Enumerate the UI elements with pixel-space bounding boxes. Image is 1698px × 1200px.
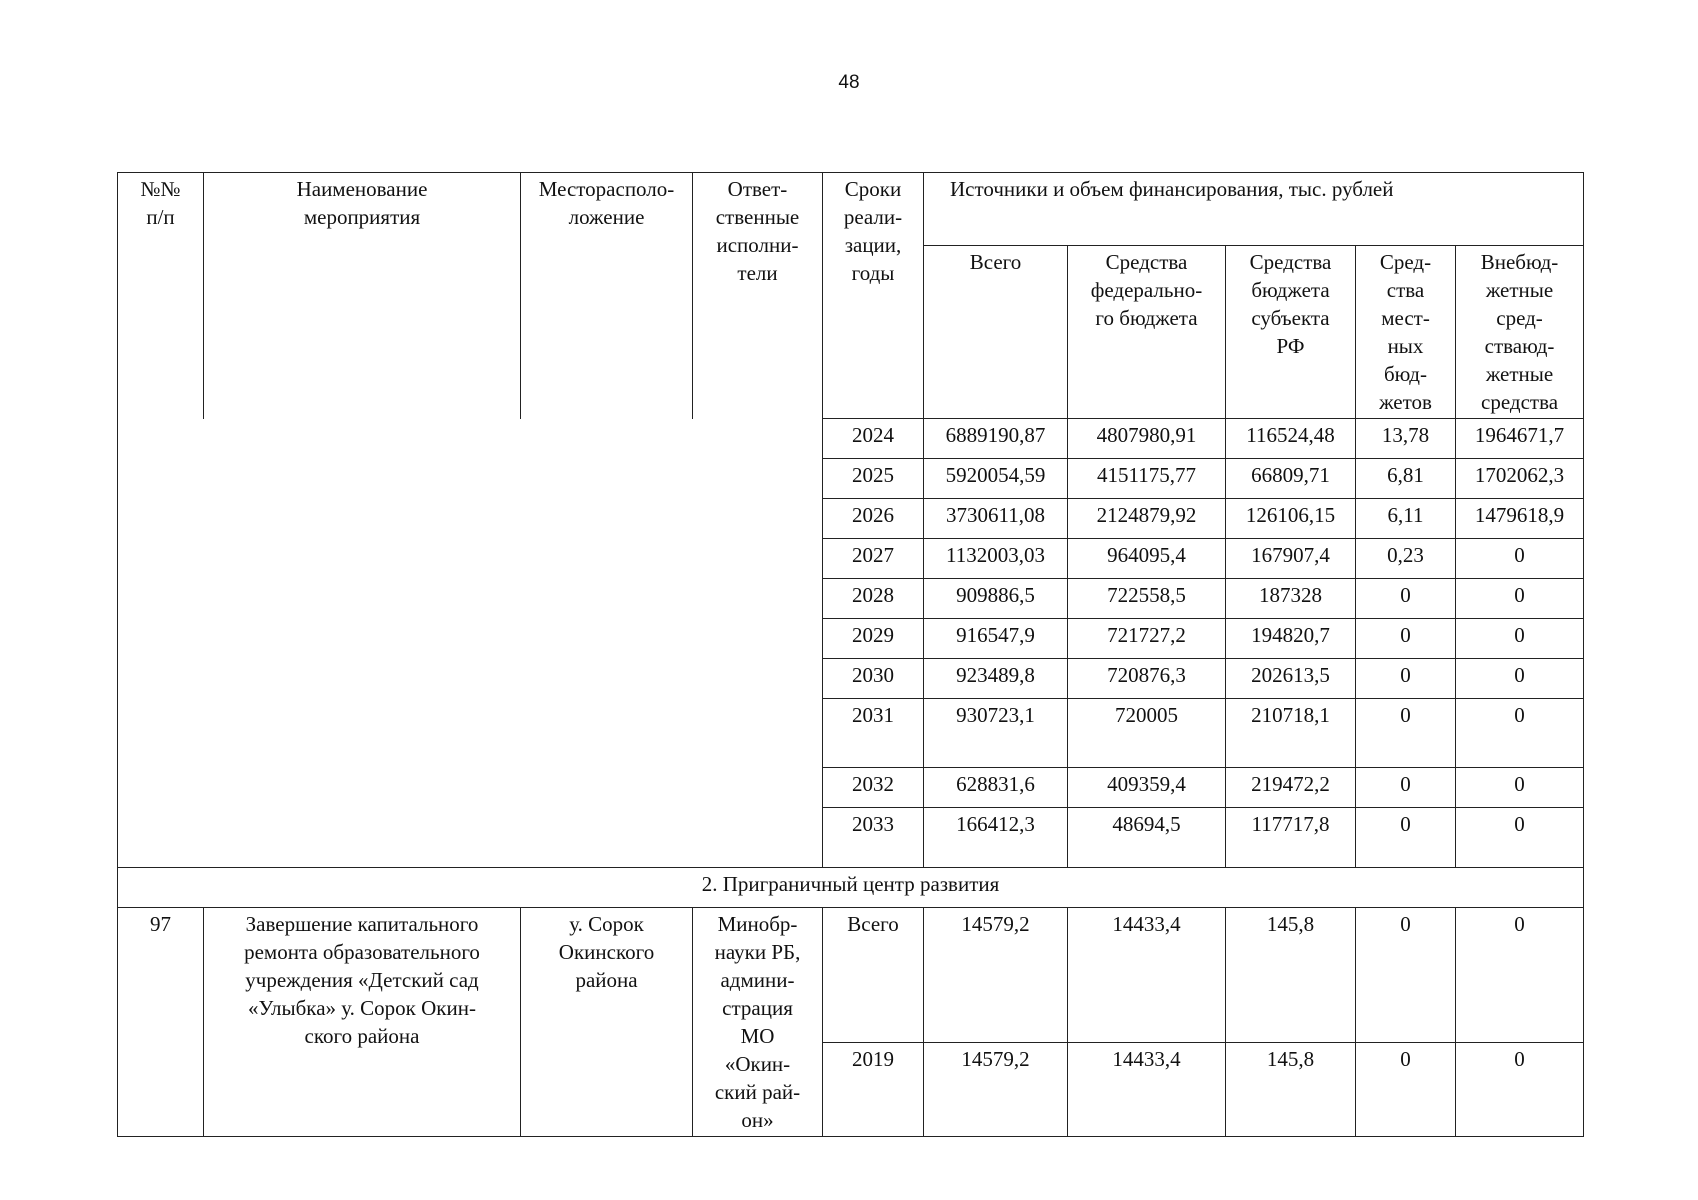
cell-extra: 0: [1456, 768, 1584, 808]
cell-subject: 219472,2: [1226, 768, 1356, 808]
cell-extra: 0: [1456, 699, 1584, 768]
cell-year: 2030: [823, 659, 924, 699]
cell-total: 14579,2: [924, 908, 1068, 1043]
cell-total: 628831,6: [924, 768, 1068, 808]
cell-total: 3730611,08: [924, 499, 1068, 539]
cell-local: 6,11: [1356, 499, 1456, 539]
page-number: 48: [838, 72, 860, 93]
header-responsible: Ответ- ственные исполни- тели: [693, 173, 823, 419]
cell-federal: 4151175,77: [1068, 459, 1226, 499]
cell-year: 2032: [823, 768, 924, 808]
cell-total: 923489,8: [924, 659, 1068, 699]
cell-year: 2028: [823, 579, 924, 619]
cell-subject: 187328: [1226, 579, 1356, 619]
cell-subject: 116524,48: [1226, 419, 1356, 459]
cell-total: 5920054,59: [924, 459, 1068, 499]
cell-local: 0: [1356, 1042, 1456, 1136]
header-extra: Внебюд- жетные сред- стваюд- жетные средства: [1456, 246, 1584, 419]
cell-total: 1132003,03: [924, 539, 1068, 579]
cell-local: 6,81: [1356, 459, 1456, 499]
cell-year: 2033: [823, 808, 924, 868]
header-period: Сроки реали- зации, годы: [823, 173, 924, 419]
table-row: [118, 419, 1584, 459]
cell-federal: 720005: [1068, 699, 1226, 768]
cell-total: 909886,5: [924, 579, 1068, 619]
cell-local: 13,78: [1356, 419, 1456, 459]
cell-local: 0: [1356, 808, 1456, 868]
section-title: 2. Приграничный центр развития: [118, 868, 1584, 908]
cell-federal: 409359,4: [1068, 768, 1226, 808]
cell-federal: 14433,4: [1068, 1042, 1226, 1136]
cell-federal: 2124879,92: [1068, 499, 1226, 539]
cell-year: 2019: [823, 1042, 924, 1136]
cell-year: 2026: [823, 499, 924, 539]
cell-federal: 48694,5: [1068, 808, 1226, 868]
header-location: Месторасполо- ложение: [521, 173, 693, 419]
cell-extra: 0: [1456, 619, 1584, 659]
header-federal: Средства федерально- го бюджета: [1068, 246, 1226, 419]
cell-subject: 167907,4: [1226, 539, 1356, 579]
cell-subject: 194820,7: [1226, 619, 1356, 659]
cell-subject: 210718,1: [1226, 699, 1356, 768]
cell-subject: 66809,71: [1226, 459, 1356, 499]
cell-extra: 0: [1456, 539, 1584, 579]
cell-federal: 721727,2: [1068, 619, 1226, 659]
cell-extra: 0: [1456, 808, 1584, 868]
table-row: [118, 908, 1584, 1043]
cell-year: 2029: [823, 619, 924, 659]
cell-extra: 0: [1456, 1042, 1584, 1136]
cell-federal: 720876,3: [1068, 659, 1226, 699]
cell-local: 0: [1356, 908, 1456, 1043]
cell-extra: 1702062,3: [1456, 459, 1584, 499]
cell-local: 0: [1356, 579, 1456, 619]
cell-subject: 145,8: [1226, 908, 1356, 1043]
cell-year: 2025: [823, 459, 924, 499]
cell-extra: 1479618,9: [1456, 499, 1584, 539]
cell-subject: 202613,5: [1226, 659, 1356, 699]
cell-total: 14579,2: [924, 1042, 1068, 1136]
cell-federal: 4807980,91: [1068, 419, 1226, 459]
cell-local: 0: [1356, 619, 1456, 659]
cell-subject: 126106,15: [1226, 499, 1356, 539]
header-local: Сред- ства мест- ных бюд- жетов: [1356, 246, 1456, 419]
cell-year: 2024: [823, 419, 924, 459]
header-num: №№ п/п: [118, 173, 204, 419]
cell-local: 0,23: [1356, 539, 1456, 579]
cell-total: 6889190,87: [924, 419, 1068, 459]
header-total: Всего: [924, 246, 1068, 419]
item-responsible: Минобр- науки РБ, админи- страция МО «Окин- ский рай- он»: [693, 908, 823, 1137]
cell-extra: 0: [1456, 908, 1584, 1043]
cell-extra: 1964671,7: [1456, 419, 1584, 459]
cell-local: 0: [1356, 659, 1456, 699]
header-subject: Средства бюджета субъекта РФ: [1226, 246, 1356, 419]
section-row: [118, 868, 1584, 908]
cell-local: 0: [1356, 768, 1456, 808]
funding-table: [117, 172, 1584, 1137]
cell-year: 2027: [823, 539, 924, 579]
cell-total: 916547,9: [924, 619, 1068, 659]
cell-local: 0: [1356, 699, 1456, 768]
cell-year: 2031: [823, 699, 924, 768]
empty-span-cell: [118, 419, 823, 868]
cell-federal: 14433,4: [1068, 908, 1226, 1043]
cell-extra: 0: [1456, 579, 1584, 619]
item-name: Завершение капитального ремонта образовательного учреждения «Детский сад «Улыбка» у. Сорок Окин- ского района: [204, 908, 521, 1137]
cell-federal: 964095,4: [1068, 539, 1226, 579]
cell-total: 166412,3: [924, 808, 1068, 868]
header-funding: Источники и объем финансирования, тыс. рублей: [924, 173, 1584, 246]
item-num: 97: [118, 908, 204, 1137]
cell-subject: 117717,8: [1226, 808, 1356, 868]
header-name: Наименование мероприятия: [204, 173, 521, 419]
cell-year: Всего: [823, 908, 924, 1043]
cell-subject: 145,8: [1226, 1042, 1356, 1136]
cell-extra: 0: [1456, 659, 1584, 699]
cell-total: 930723,1: [924, 699, 1068, 768]
item-location: у. Сорок Окинского района: [521, 908, 693, 1137]
cell-federal: 722558,5: [1068, 579, 1226, 619]
